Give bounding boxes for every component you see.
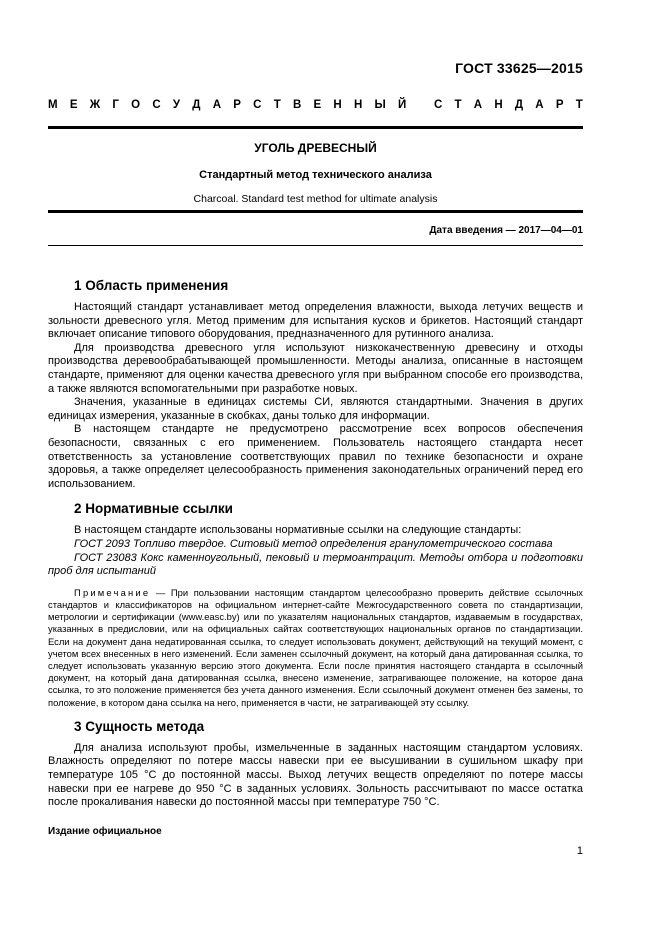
english-title: Charcoal. Standard test method for ultimate analysis — [193, 193, 438, 205]
banner-letter: О — [131, 99, 141, 111]
title-rule — [48, 210, 583, 213]
banner-letter: Т — [575, 99, 583, 111]
introduction-date: Дата введения — 2017—04—01 — [429, 225, 583, 236]
banner-letter: У — [172, 99, 181, 111]
section-scope — [48, 278, 583, 491]
title-block — [48, 141, 583, 205]
banner-letter: Т — [454, 99, 462, 111]
banner-gap — [419, 99, 422, 111]
banner-letter: В — [292, 99, 302, 111]
section-heading: 3 Сущность метода — [74, 718, 205, 734]
section-heading: 1 Область применения — [74, 278, 229, 293]
banner-letter: Н — [494, 99, 503, 111]
banner-letter: Н — [333, 99, 342, 111]
banner-letter: М — [48, 99, 58, 111]
reference-item: ГОСТ 23083 Кокс каменноугольный, пековый и термоантрацит. Методы отбора и подготовки проб для испытаний — [48, 551, 583, 578]
banner-letter: Г — [112, 99, 119, 111]
banner-letter: А — [473, 99, 483, 111]
reference-item: ГОСТ 2093 Топливо твердое. Ситовый метод определения гранулометрического состава — [74, 537, 553, 550]
standard-number: ГОСТ 33625—2015 — [455, 60, 583, 76]
document-title: УГОЛЬ ДРЕВЕСНЫЙ — [254, 141, 377, 155]
banner-letter: Д — [192, 99, 201, 111]
banner-letter: С — [152, 99, 161, 111]
section-method-essence — [48, 719, 583, 810]
banner-letter: Т — [273, 99, 281, 111]
note — [48, 587, 583, 709]
banner-letter: Н — [353, 99, 363, 111]
banner-letter: Р — [555, 99, 564, 111]
banner-letter: С — [253, 99, 262, 111]
document-body — [48, 278, 583, 820]
banner-letter: Е — [69, 99, 78, 111]
section-normative-references — [48, 501, 583, 708]
date-rule — [48, 245, 583, 246]
paragraph: Для производства древесного угля используют низкокачественную древесину и отходы производства деревообрабатывающей промышленности. Методы анализа, описанные в настоящем стандарте, применяют для оценки качества древесного угля при выбранном способе его производства, а также являются вспомогательными при разработке новых. — [48, 341, 583, 395]
note-label: Примечание — [74, 586, 151, 598]
banner-letter: Ж — [89, 99, 101, 111]
banner-letter: А — [212, 99, 222, 111]
banner-letter: Й — [398, 99, 407, 111]
edition-label: Издание официальное — [48, 826, 162, 837]
banner-letter: Р — [233, 99, 241, 111]
paragraph: В настоящем стандарте не предусмотрено рассмотрение всех вопросов обеспечения безопасности, связанных с его применением. Пользователь настоящего стандарта несет ответственность за установление соответствующих правил по технике безопасности и охране здоровья, а также определяет целесообразность применения законодательных ограничений перед его использованием. — [48, 423, 583, 490]
banner-letter: А — [535, 99, 544, 111]
banner-letter: Е — [313, 99, 322, 111]
paragraph: Настоящий стандарт устанавливает метод определения влажности, выхода летучих веществ и зольности древесного угля. Метод применим для испытания кусков и брикетов. Настоящий стандарт включает описание типового оборудования, предназначенного для рутинного анализа. — [48, 301, 583, 341]
note-text: — При пользовании настоящим стандартом целесообразно проверить действие ссылочных стандартов и классификаторов на официальном интернет-сайте Межгосударственного совета по стандартизации, метрологии и сертификации (www.easc.by) или по указателям национальных стандартов, издаваемым в государствах, указанных в предисловии, или на официальных сайтах соответствующих национальных органов по стандартизации. Если на документ дана недатированная ссылка, то следует использовать документ, действующий на текущий момент, с учетом всех внесенных в него изменений. Если заменен ссылочный документ, на который дана датированная ссылка, то следует использовать указанную версию этого документа. Если после принятия настоящего стандарта в ссылочный документ, на который дана датированная ссылка, внесено изменение, затрагивающее положение, на которое дана ссылка, то это положение применяется без учета данного изменения. Если ссылочный документ отменен без замены, то положение, в котором дана ссылка на него, применяется в части, не затрагивающей эту ссылку. — [48, 586, 583, 708]
paragraph: Значения, указанные в единицах системы СИ, являются стандартными. Значения в других единицах измерения, указанные в скобках, даны только для информации. — [48, 396, 583, 422]
paragraph: Для анализа используют пробы, измельченные в заданных настоящим стандартом условиях. Влажность определяют по потере массы навески при ее высушивании в сушильном шкафу при температуре 105 °С до постоянной массы. Выход летучих веществ определяют по потере массы навески при ее нагреве до 950 °С в заданных условиях. Зольность рассчитывают по массе остатка после прокаливания навески до постоянной массы при температуре 750 °С. — [48, 741, 583, 809]
banner-letter: Д — [514, 99, 524, 111]
header-rule — [48, 126, 583, 129]
banner-letter: С — [433, 99, 443, 111]
document-subtitle: Стандартный метод технического анализа — [199, 169, 432, 181]
page-number: 1 — [576, 845, 583, 857]
interstate-standard-banner — [48, 99, 583, 111]
section-heading: 2 Нормативные ссылки — [74, 501, 233, 517]
paragraph: В настоящем стандарте использованы нормативные ссылки на следующие стандарты: — [74, 524, 522, 537]
banner-letter: Ы — [374, 99, 386, 111]
